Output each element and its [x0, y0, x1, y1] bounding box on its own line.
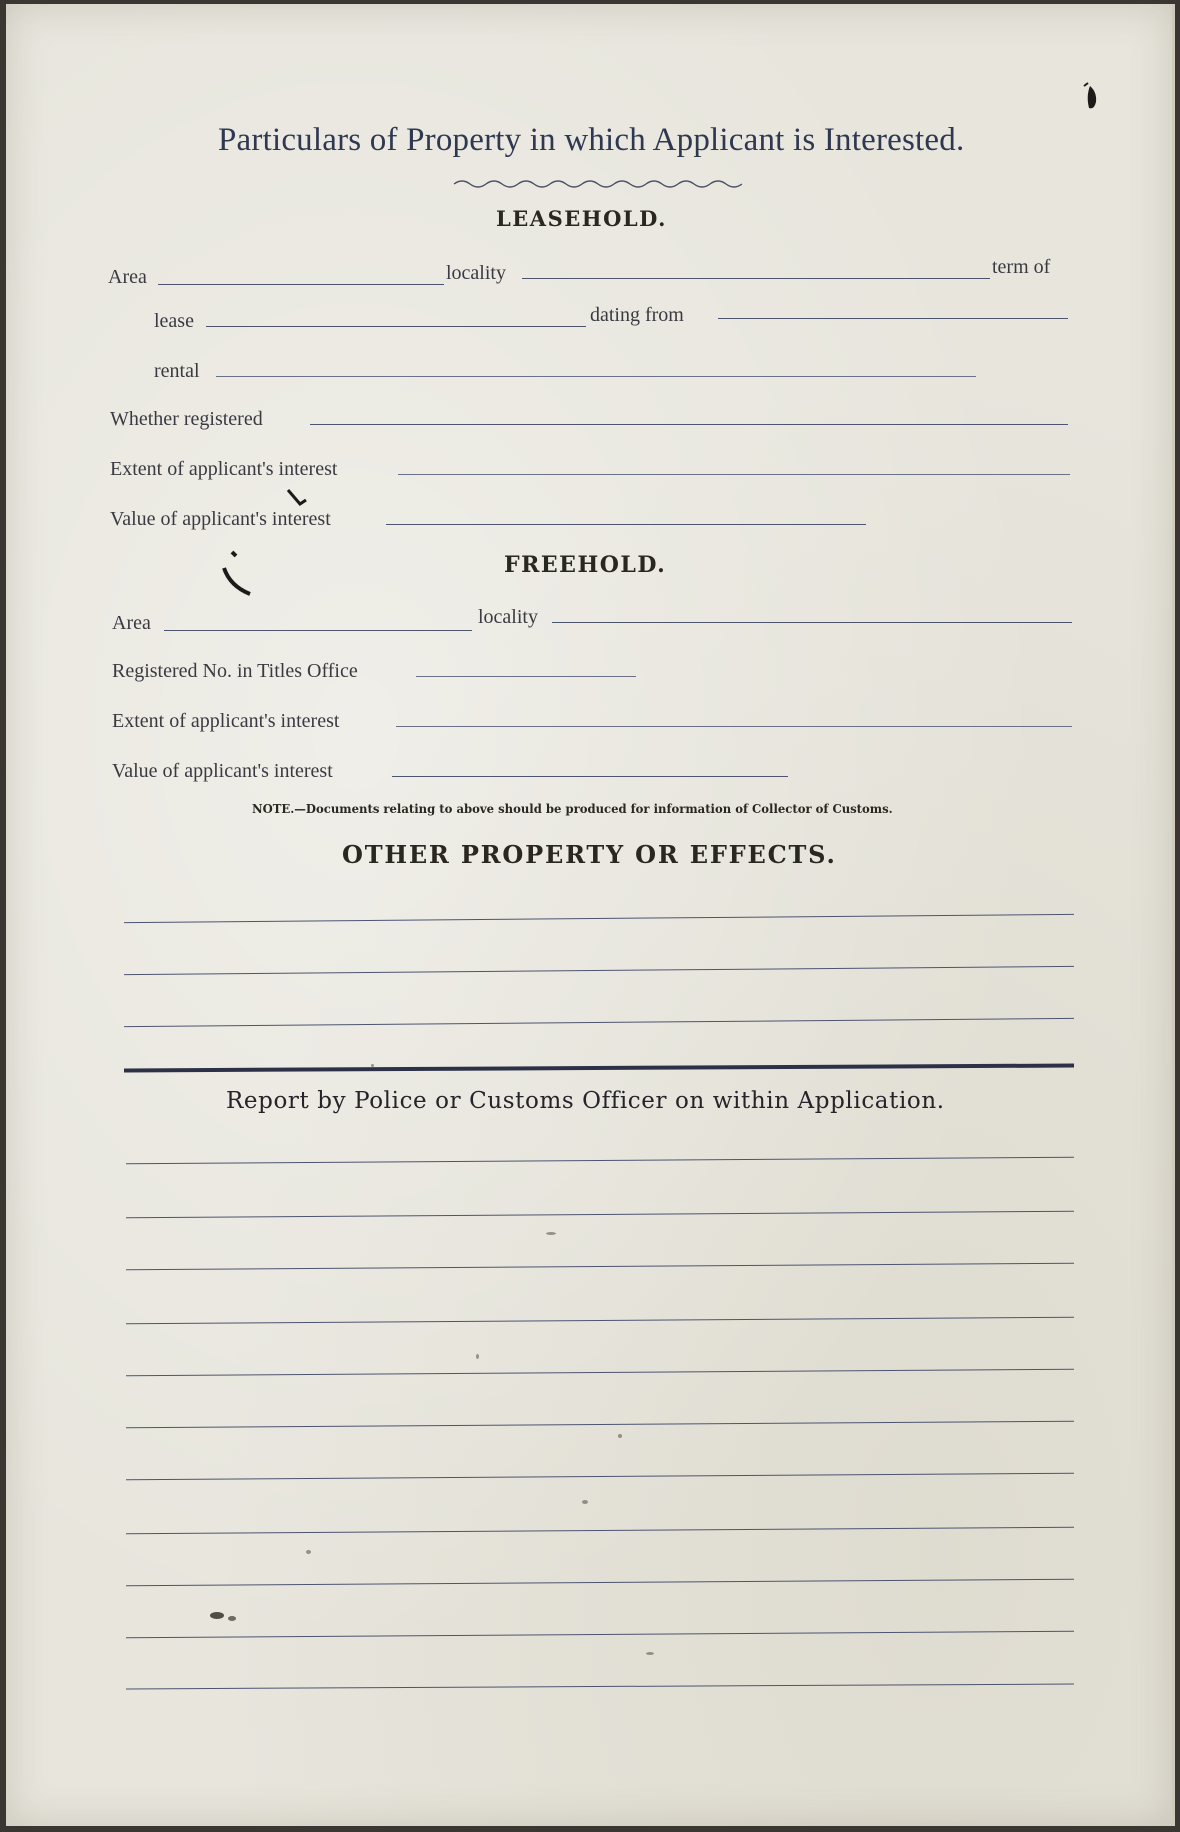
- lease-lease-label: lease: [154, 310, 194, 332]
- other-property-heading: OTHER PROPERTY OR EFFECTS.: [342, 840, 837, 869]
- lease-locality-label: locality: [446, 262, 506, 284]
- lease-area-label: Area: [108, 266, 147, 288]
- free-reg-no-label: Registered No. in Titles Office: [112, 660, 358, 682]
- paper-speck: [582, 1500, 588, 1504]
- free-extent-label: Extent of applicant's interest: [112, 710, 340, 732]
- lease-registered-field[interactable]: [310, 424, 1068, 425]
- report-line-9[interactable]: [126, 1579, 1074, 1587]
- lease-rental-field[interactable]: [216, 376, 976, 377]
- lease-area-field[interactable]: [158, 284, 444, 285]
- lease-locality-field[interactable]: [522, 278, 990, 279]
- free-value-field[interactable]: [392, 776, 788, 777]
- report-line-6[interactable]: [126, 1421, 1074, 1429]
- report-line-5[interactable]: [126, 1369, 1074, 1377]
- customs-note: NOTE.—Documents relating to above should be produced for information of Collector of Customs.: [252, 801, 893, 816]
- report-line-10[interactable]: [126, 1631, 1074, 1639]
- lease-dating-from-label: dating from: [590, 304, 684, 326]
- report-heading: Report by Police or Customs Officer on within Application.: [226, 1088, 945, 1114]
- lease-dating-from-field[interactable]: [718, 318, 1068, 319]
- paper-speck: [306, 1550, 311, 1554]
- free-reg-no-field[interactable]: [416, 676, 636, 677]
- report-line-3[interactable]: [126, 1263, 1074, 1271]
- report-line-4[interactable]: [126, 1317, 1074, 1325]
- paper-speck: [618, 1434, 622, 1438]
- lease-term-label: term of: [992, 256, 1051, 278]
- free-value-label: Value of applicant's interest: [112, 760, 333, 782]
- paper-speck: [646, 1652, 654, 1655]
- free-locality-label: locality: [478, 606, 538, 628]
- form-page: [6, 4, 1175, 1826]
- lease-extent-label: Extent of applicant's interest: [110, 458, 338, 480]
- free-area-label: Area: [112, 612, 151, 634]
- paper-speck: [371, 1064, 374, 1067]
- paper-speck: [228, 1616, 236, 1621]
- report-line-11[interactable]: [126, 1684, 1074, 1690]
- free-extent-field[interactable]: [396, 726, 1072, 727]
- lease-registered-label: Whether registered: [110, 408, 263, 430]
- lease-rental-label: rental: [154, 360, 200, 382]
- paper-speck: [546, 1232, 556, 1235]
- ink-tick-mark-large: [220, 550, 260, 600]
- free-area-field[interactable]: [164, 630, 472, 631]
- ink-mark-top-right: [1082, 82, 1100, 112]
- ink-tick-mark: [286, 488, 310, 512]
- lease-value-label: Value of applicant's interest: [110, 508, 331, 530]
- title-flourish: [452, 176, 748, 190]
- freehold-heading: FREEHOLD.: [504, 552, 667, 578]
- free-locality-field[interactable]: [552, 622, 1072, 623]
- section-divider: [124, 1064, 1074, 1073]
- other-line-2[interactable]: [124, 966, 1074, 975]
- paper-speck: [476, 1354, 479, 1359]
- leasehold-heading: LEASEHOLD.: [496, 206, 667, 231]
- report-line-1[interactable]: [126, 1157, 1074, 1165]
- lease-extent-field[interactable]: [398, 474, 1070, 475]
- page-title: Particulars of Property in which Applicant is Interested.: [218, 122, 965, 158]
- other-line-3[interactable]: [124, 1018, 1074, 1027]
- lease-term-field[interactable]: [206, 326, 586, 327]
- report-line-8[interactable]: [126, 1527, 1074, 1535]
- lease-value-field[interactable]: [386, 524, 866, 525]
- other-line-1[interactable]: [124, 914, 1074, 923]
- report-line-7[interactable]: [126, 1473, 1074, 1481]
- paper-speck: [210, 1612, 224, 1619]
- report-line-2[interactable]: [126, 1211, 1074, 1219]
